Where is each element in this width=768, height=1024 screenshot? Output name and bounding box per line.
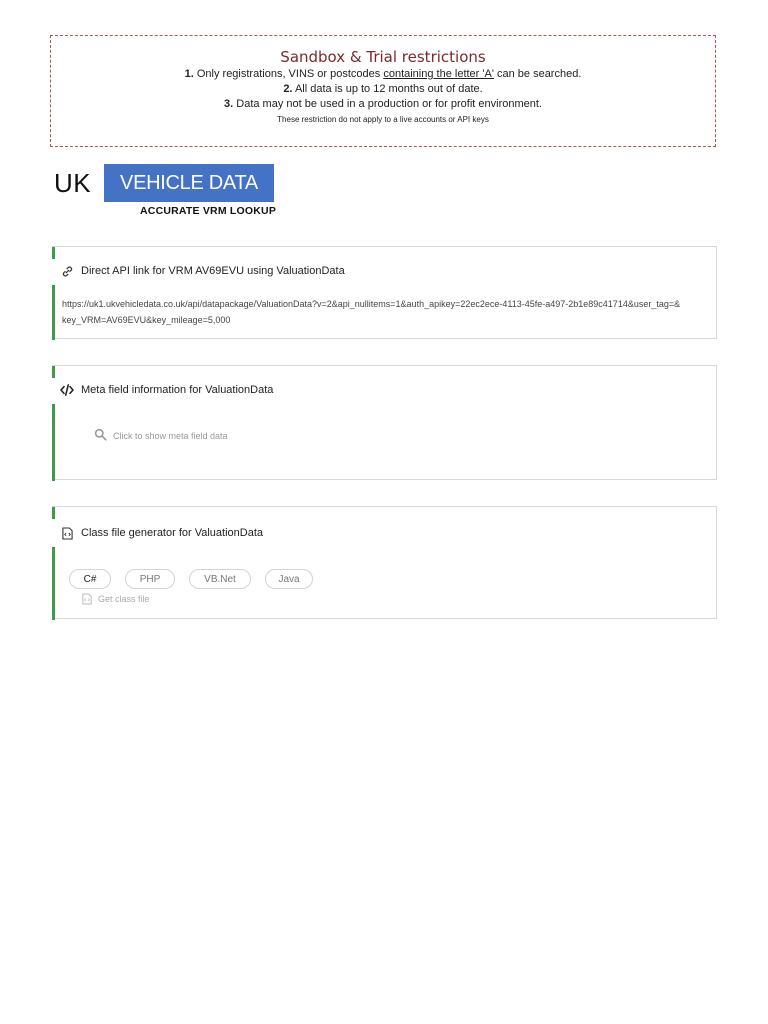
classgen-header bbox=[52, 526, 263, 540]
panel-accent bbox=[52, 507, 55, 519]
api-link-title: Direct API link for VRM AV69EVU using ValuationData bbox=[81, 265, 345, 277]
logo-tagline: ACCURATE VRM LOOKUP bbox=[140, 205, 277, 217]
notice-footnote: These restriction do not apply to a live accounts or API keys bbox=[277, 115, 489, 124]
lang-button-vbnet[interactable]: VB.Net bbox=[189, 569, 251, 589]
code-file-icon bbox=[60, 526, 74, 540]
api-link-header bbox=[52, 264, 345, 278]
lang-button-java[interactable]: Java bbox=[265, 569, 313, 589]
rule-1-post: can be searched. bbox=[493, 68, 582, 80]
meta-title: Meta field information for ValuationData bbox=[81, 384, 274, 396]
rule-1-number: 1. bbox=[184, 68, 194, 80]
panel-accent bbox=[52, 366, 55, 378]
rule-2-text: All data is up to 12 months out of date. bbox=[292, 83, 483, 95]
get-class-file-button[interactable] bbox=[82, 593, 150, 605]
link-icon bbox=[60, 264, 74, 278]
rule-1-link: containing the letter 'A' bbox=[383, 68, 494, 80]
rule-1-pre: Only registrations, VINS or postcodes bbox=[193, 68, 384, 80]
class-generator-panel bbox=[52, 506, 717, 619]
notice-rule-1 bbox=[51, 67, 715, 82]
notice-rule-2 bbox=[51, 82, 715, 97]
search-icon bbox=[94, 428, 107, 441]
panel-accent-bar bbox=[52, 547, 55, 620]
notice-title: Sandbox & Trial restrictions bbox=[280, 48, 486, 66]
show-meta-button[interactable] bbox=[94, 428, 228, 441]
panel-accent-bar bbox=[52, 404, 55, 481]
rule-3-text: Data may not be used in a production or for profit environment. bbox=[233, 98, 542, 110]
lang-button-csharp[interactable]: C# bbox=[69, 569, 111, 589]
panel-accent bbox=[52, 247, 55, 259]
api-link-panel bbox=[52, 246, 717, 339]
file-icon bbox=[82, 593, 92, 605]
notice-rule-3 bbox=[51, 97, 715, 112]
get-class-file-label: Get class file bbox=[98, 594, 150, 604]
rule-3-number: 3. bbox=[224, 98, 234, 110]
meta-field-panel bbox=[52, 365, 717, 480]
lang-button-php[interactable]: PHP bbox=[125, 569, 175, 589]
sandbox-notice bbox=[50, 35, 716, 147]
logo-vehicle-data-box: VEHICLE DATA bbox=[104, 164, 274, 202]
show-meta-label: Click to show meta field data bbox=[113, 431, 228, 441]
rule-2-number: 2. bbox=[283, 83, 293, 95]
code-icon bbox=[60, 383, 74, 397]
meta-header bbox=[52, 383, 273, 397]
logo-uk-text: UK bbox=[54, 168, 92, 198]
api-url[interactable]: https://uk1.ukvehicledata.co.uk/api/datapackage/ValuationData?v=2&api_nullitems=1&auth_apikey=22ec2ece-4113-45fe-a497-2b1e89c41714&user_tag=&key_VRM=AV69EVU&key_mileage=5,000 bbox=[62, 299, 681, 325]
panel-accent-bar bbox=[52, 285, 55, 340]
uk-vehicle-data-logo bbox=[52, 164, 276, 218]
classgen-title: Class file generator for ValuationData bbox=[81, 527, 264, 539]
